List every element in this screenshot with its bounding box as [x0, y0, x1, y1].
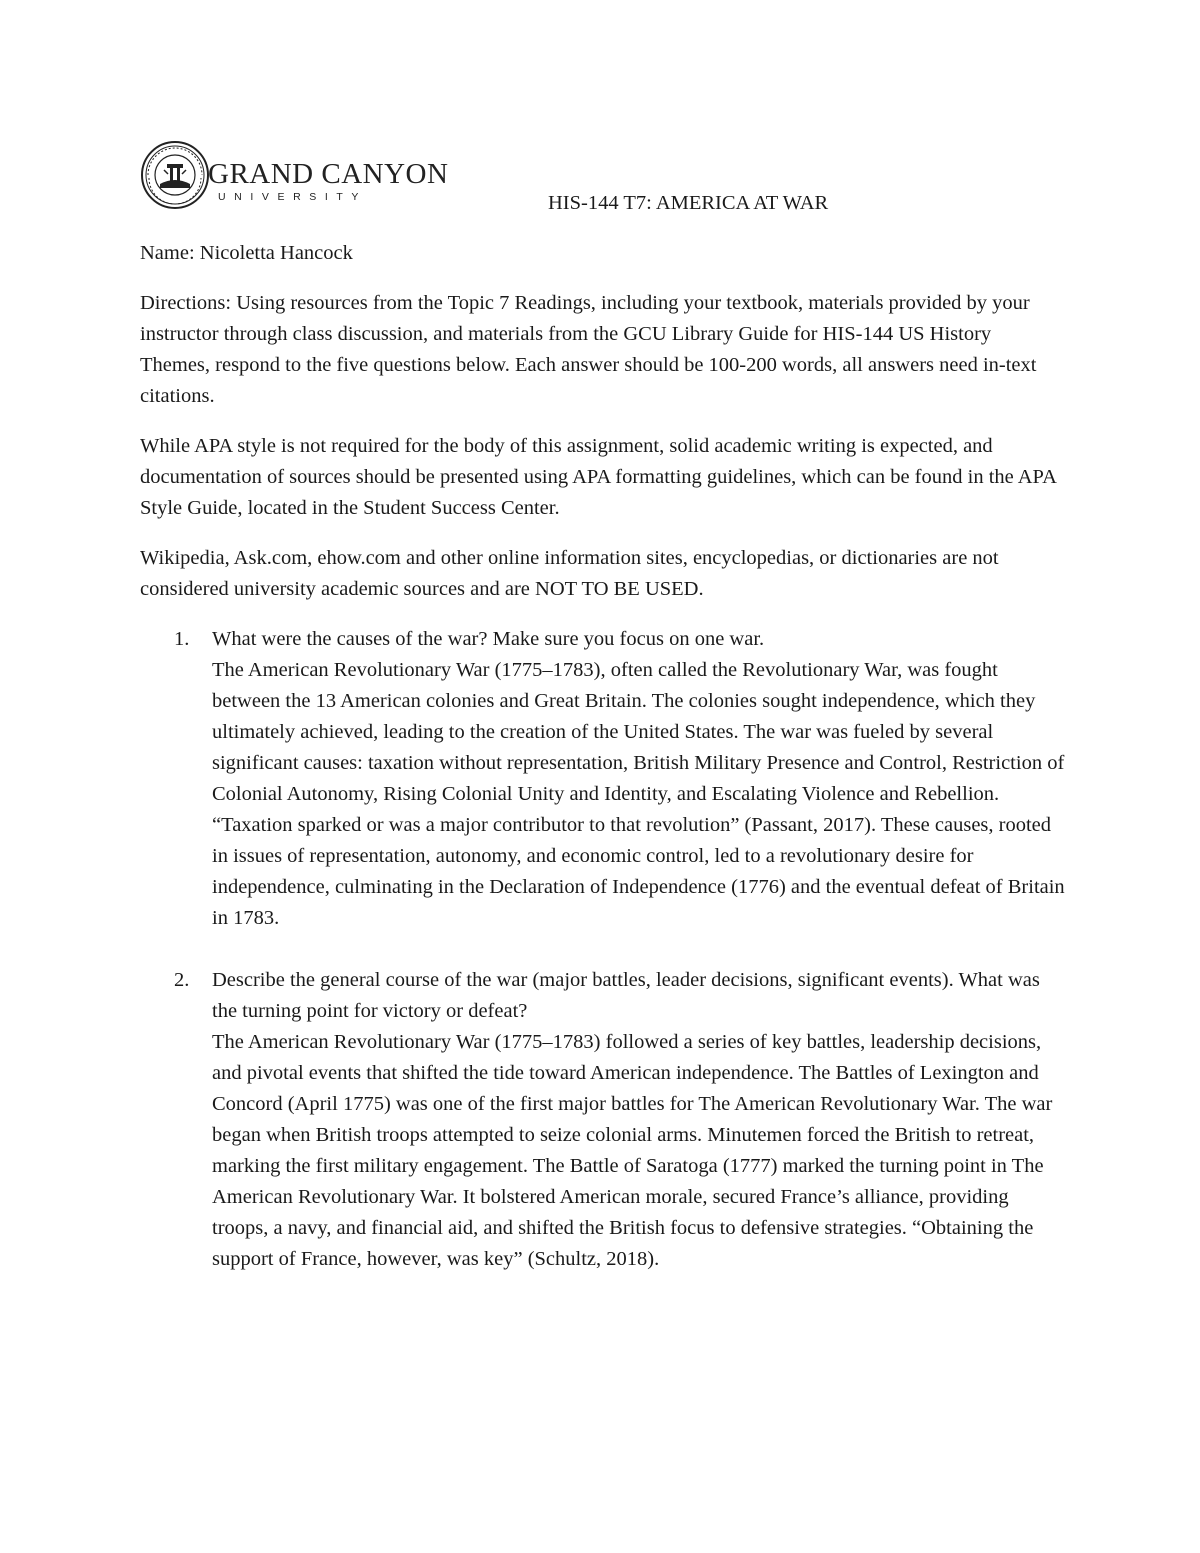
directions-paragraph: Directions: Using resources from the Topic 7 Readings, including your textbook, materials provided by your instructor through class discussion, and materials from the GCU Library Guide for HIS-144 US History Themes, respond to the five questions below. Each answer should be 100-200 words, all answers need in-text citations. [140, 292, 1037, 407]
question-number: 1. [174, 628, 190, 650]
document-body [140, 238, 1065, 1275]
university-seal-icon [140, 140, 210, 210]
question-item [140, 965, 1065, 1275]
question-item [140, 624, 1065, 934]
document-title: HIS-144 T7: AMERICA AT WAR [548, 192, 829, 214]
answer-text: The American Revolutionary War (1775–1783) followed a series of key battles, leadership decisions, and pivotal events that shifted the tide toward American independence. The Battles of Lexington and Concord (April 1775) was one of the first major battles for The American Revolutionary War. The war began when British troops attempted to seize colonial arms. Minutemen forced the British to retreat, marking the first military engagement. The Battle of Saratoga (1777) marked the turning point in The American Revolutionary War. It bolstered American morale, secured France’s alliance, providing troops, a navy, and financial aid, and shifted the British focus to defensive strategies. “Obtaining the support of France, however, was key” (Schultz, 2018). [212, 1031, 1053, 1270]
question-text: What were the causes of the war? Make sure you focus on one war. [212, 628, 765, 650]
logo-subtitle: UNIVERSITY [218, 191, 368, 203]
logo-wordmark: GRAND CANYON [208, 158, 449, 190]
question-number: 2. [174, 969, 190, 991]
answer-text: The American Revolutionary War (1775–1783), often called the Revolutionary War, was fought between the 13 American colonies and Great Britain. The colonies sought independence, which they ultimately achieved, leading to the creation of the United States. The war was fueled by several significant causes: taxation without representation, British Military Presence and Control, Restriction of Colonial Autonomy, Rising Colonial Unity and Identity, and Escalating Violence and Rebellion. “Taxation sparked or was a major contributor to that revolution” (Passant, 2017). These causes, rooted in issues of representation, autonomy, and economic control, led to a revolutionary desire for independence, culminating in the Declaration of Independence (1776) and the eventual defeat of Britain in 1783. [212, 659, 1065, 929]
student-name: Name: Nicoletta Hancock [140, 242, 353, 264]
university-logo [140, 140, 450, 212]
question-text: Describe the general course of the war (major battles, leader decisions, significant events). What was the turning point for victory or defeat? [212, 969, 1040, 1022]
apa-paragraph: While APA style is not required for the body of this assignment, solid academic writing is expected, and documentation of sources should be presented using APA formatting guidelines, which can be found in the APA Style Guide, located in the Student Success Center. [140, 435, 1056, 519]
sources-paragraph: Wikipedia, Ask.com, ehow.com and other online information sites, encyclopedias, or dictionaries are not considered university academic sources and are NOT TO BE USED. [140, 547, 999, 600]
